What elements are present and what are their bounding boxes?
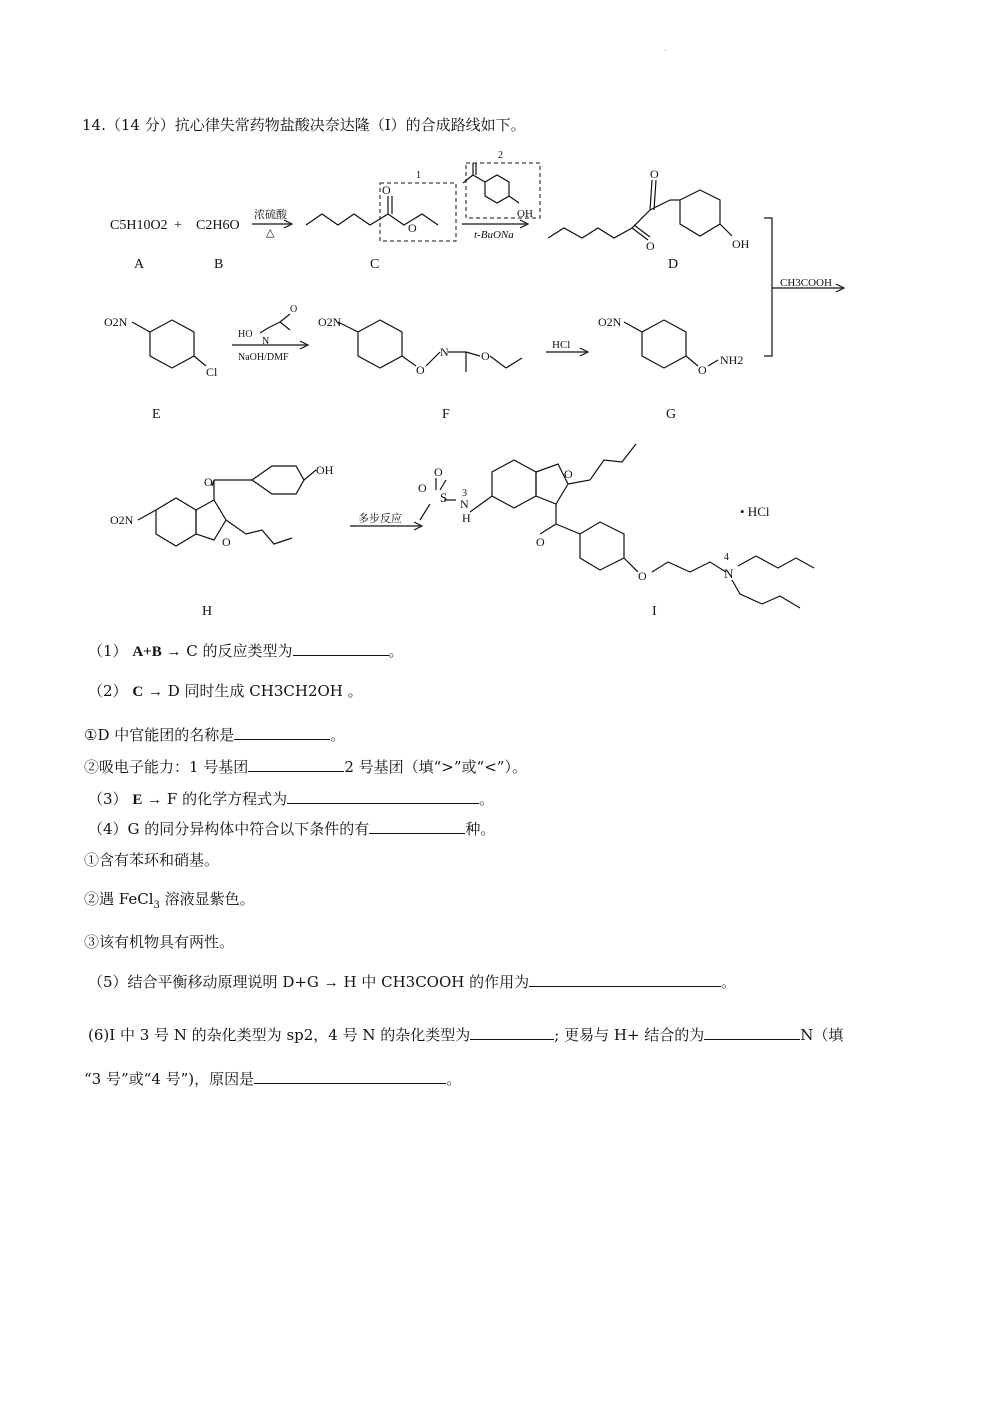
cond-3: ③该有机物具有两性。 — [84, 933, 235, 951]
q6-end: 。 — [446, 1070, 462, 1088]
reagent-OH: OH — [517, 208, 533, 220]
compound-label-D: D — [668, 257, 679, 272]
I-furan-O: O — [564, 467, 573, 481]
header-dot: . — [664, 44, 667, 53]
F-O: O — [416, 363, 425, 377]
q6-answer-blank-2[interactable] — [704, 1025, 800, 1040]
F-nitro: O2N — [318, 315, 342, 329]
reagent-acetic-acid: CH3COOH — [780, 277, 832, 289]
reagent-ab: 浓硫酸 — [254, 209, 287, 221]
compound-label-B: B — [214, 257, 224, 272]
I-num-4: 4 — [724, 552, 729, 563]
compound-label-C: C — [370, 257, 380, 272]
q2-arrow: → — [147, 684, 163, 700]
reagent-ef-O: O — [290, 304, 298, 315]
compound-label-F: F — [442, 407, 450, 422]
formula-A: C5H10O2 — [110, 218, 168, 233]
q2-2-text2: 2 号基团（填“>”或“<”）。 — [344, 758, 527, 776]
q5-text1: 结合平衡移动原理说明 D+G — [127, 973, 319, 991]
q2-1-text: ①D 中官能团的名称是 — [84, 726, 235, 744]
q4-label: （4） — [88, 820, 128, 838]
compound-label-H: H — [202, 604, 213, 619]
q3-line — [88, 788, 494, 809]
I-N3: N — [460, 497, 469, 511]
D-ketone-O2: O — [646, 239, 655, 253]
I-ether-O: O — [638, 569, 647, 583]
reagent-cd: t-BuONa — [474, 229, 514, 241]
plus-sign: + — [174, 218, 182, 233]
H-furan-O: O — [222, 535, 231, 549]
reagent-ef-HO: HO — [238, 329, 253, 340]
compound-label-E: E — [152, 407, 161, 422]
q3-label: （3） — [88, 790, 128, 808]
cond-1: ①含有苯环和硝基。 — [84, 851, 220, 869]
I-ketone-O: O — [536, 535, 545, 549]
G-O: O — [698, 363, 707, 377]
q1-line — [88, 640, 404, 661]
H-ketone-O: O — [204, 475, 213, 489]
q6-line-2 — [84, 1068, 461, 1089]
D-OH: OH — [732, 237, 750, 251]
G-NH2: NH2 — [720, 353, 744, 367]
question-title: 14.（14 分）抗心律失常药物盐酸决奈达隆（I）的合成路线如下。 — [82, 116, 526, 134]
D-ketone-O1: O — [650, 167, 659, 181]
q2-2-answer-blank[interactable] — [248, 757, 344, 772]
q1-arrow: → — [166, 644, 182, 660]
q6-text2: ; 更易与 H+ 结合的为 — [554, 1026, 705, 1044]
q5-end: 。 — [721, 973, 737, 991]
E-nitro: O2N — [104, 315, 128, 329]
F-N: N — [440, 345, 449, 359]
I-H: H — [462, 511, 471, 525]
q6-text1: (6)I 中 3 号 N 的杂化类型为 sp2，4 号 N 的杂化类型为 — [88, 1026, 471, 1044]
G-nitro: O2N — [598, 315, 622, 329]
cond-2-text2: 溶液显紫色。 — [159, 890, 255, 908]
q2-1-line — [84, 724, 345, 745]
E-Cl: Cl — [206, 365, 218, 379]
q5-arrow: → — [323, 975, 339, 991]
H-nitro: O2N — [110, 513, 134, 527]
compound-label-G: G — [666, 407, 677, 422]
q2-line — [88, 680, 363, 701]
I-HCl-salt: • HCl — [740, 504, 770, 519]
box-2-label: 2 — [498, 150, 503, 161]
q3-text1: E — [132, 792, 143, 808]
I-sulfonyl-O2: O — [418, 481, 427, 495]
q1-answer-blank[interactable] — [293, 641, 389, 656]
q2-2-line — [84, 756, 527, 777]
F-ether-O: O — [481, 349, 490, 363]
C-carbonyl-O: O — [382, 183, 391, 197]
q1-end: 。 — [388, 642, 404, 660]
q3-arrow: → — [147, 792, 163, 808]
C-ester-O: O — [408, 221, 417, 235]
cond-2 — [84, 888, 255, 911]
I-N4: N — [724, 566, 734, 581]
cond-2-sub: 3 — [153, 900, 160, 911]
q4-text1: G 的同分异构体中符合以下条件的有 — [127, 820, 370, 838]
I-sulfonyl-O1: O — [434, 465, 443, 479]
reagent-ef-cond: NaOH/DMF — [238, 352, 289, 363]
q5-text2: H 中 CH3COOH 的作用为 — [343, 973, 530, 991]
q5-line — [88, 971, 736, 992]
reagent-ab-cond: △ — [266, 227, 275, 239]
q3-text2: F 的化学方程式为 — [166, 790, 288, 808]
I-S: S — [440, 490, 448, 505]
formula-B: C2H6O — [196, 218, 240, 233]
q2-text1: C — [132, 684, 144, 700]
q1-text2: C 的反应类型为 — [186, 642, 293, 660]
compound-label-I: I — [652, 604, 657, 619]
I-num-3: 3 — [462, 488, 467, 499]
box-1-label: 1 — [416, 170, 421, 181]
q2-1-end: 。 — [330, 726, 346, 744]
H-OH: OH — [316, 463, 334, 477]
q2-text2: D 同时生成 CH3CH2OH 。 — [167, 682, 363, 700]
q5-label: （5） — [88, 973, 128, 991]
q2-1-answer-blank[interactable] — [234, 725, 330, 740]
q4-line — [88, 818, 495, 839]
synthesis-scheme — [0, 140, 992, 630]
q3-answer-blank[interactable] — [287, 789, 479, 804]
q6-line-1 — [88, 1024, 843, 1045]
q4-answer-blank[interactable] — [369, 819, 465, 834]
q2-2-text1: ②吸电子能力：1 号基团 — [84, 758, 249, 776]
reagent-ef-N: N — [262, 336, 270, 347]
compound-label-A: A — [134, 257, 145, 272]
q4-end: 种。 — [465, 820, 496, 838]
q6-answer-blank-3[interactable] — [254, 1069, 446, 1084]
q6-answer-blank-1[interactable] — [470, 1025, 554, 1040]
q5-answer-blank[interactable] — [529, 972, 721, 987]
q6-line2a: “3 号”或“4 号”)，原因是 — [84, 1070, 255, 1088]
cond-2-text1: ②遇 FeCl — [84, 890, 154, 908]
q2-label: （2） — [88, 682, 128, 700]
reagent-fg: HCl — [552, 339, 571, 351]
multi-step-label: 多步反应 — [358, 513, 402, 525]
q1-label: （1） — [88, 642, 128, 660]
q6-text3: N（填 — [800, 1026, 844, 1044]
q1-text1: A+B — [132, 644, 162, 660]
q3-end: 。 — [479, 790, 495, 808]
